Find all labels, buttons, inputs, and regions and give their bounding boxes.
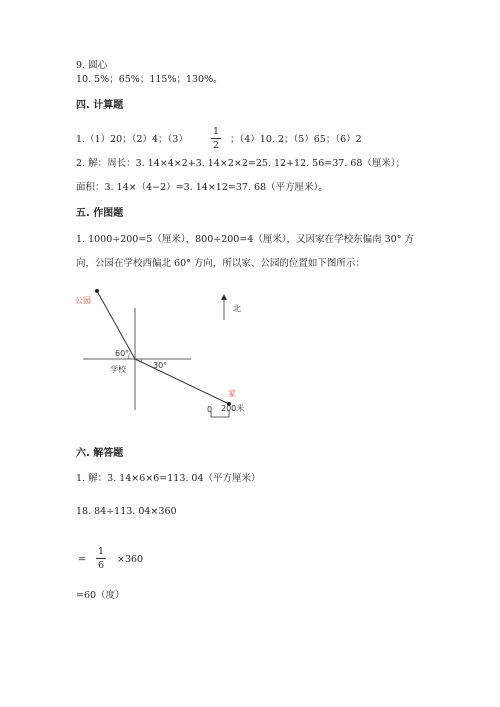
section-heading-calc: 四. 计算题 xyxy=(76,100,124,111)
fraction-denominator: 2 xyxy=(212,140,220,151)
north-label: 北 xyxy=(233,304,241,313)
calc-answer-2: 2. 解：周长：3. 14×4×2+3. 14×2×2=25. 12+12. 56=37. 68（厘米）； xyxy=(76,158,406,169)
answer-10: 10. 5%；65%；115%；130%。 xyxy=(76,74,223,85)
park-label: 公园 xyxy=(75,296,91,305)
fraction-numerator: 1 xyxy=(97,546,105,557)
home-label: 家 xyxy=(228,389,236,398)
fraction-one-sixth xyxy=(95,546,107,571)
section-heading-drawing: 五. 作图题 xyxy=(76,208,124,219)
answer-9: 9. 圆心 xyxy=(76,60,108,71)
calc-answer-1-end: ；（4）10. 2；（5）65；（6）2 xyxy=(230,134,362,145)
scale-zero-label: 0 xyxy=(207,405,213,414)
scale-200m-label: 200米 xyxy=(221,404,245,413)
drawing-answer-line1: 1. 1000÷200=5（厘米），800÷200=4（厘米），又因家在学校东偏南 30° 方 xyxy=(76,234,414,245)
solve-step-multiply: ×360 xyxy=(117,554,144,565)
angle-60-label: 60° xyxy=(115,349,130,358)
solve-answer-1: 1. 解：3. 14×6×6=113. 04（平方厘米） xyxy=(76,473,261,484)
calc-answer-1-start: 1.（1）20；（2）4；（3） xyxy=(76,134,188,145)
angle-30-label: 30° xyxy=(153,361,168,370)
fraction-numerator: 1 xyxy=(212,126,220,137)
section-heading-solve: 六. 解答题 xyxy=(76,448,124,459)
school-to-home-line xyxy=(135,359,229,404)
solve-final-result: =60（度） xyxy=(76,590,125,601)
fraction-denominator: 6 xyxy=(97,560,105,571)
calc-answer-area: 面积：3. 14×（4−2）=3. 14×12=37. 68（平方厘米）。 xyxy=(76,182,328,193)
drawing-answer-line2: 向，公园在学校西偏北 60° 方向，所以家、公园的位置如下图所示： xyxy=(76,258,365,269)
park-point xyxy=(95,289,99,293)
angle-30-arc xyxy=(141,359,142,362)
solve-step-division: 18. 84÷113. 04×360 xyxy=(76,506,177,517)
school-label: 学校 xyxy=(110,365,126,374)
north-arrow-icon xyxy=(221,294,227,300)
solve-step-equals: = xyxy=(78,554,86,565)
